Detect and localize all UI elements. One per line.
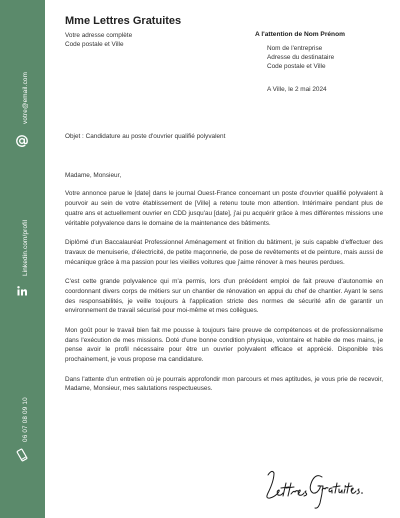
letter-date: A Ville, le 2 mai 2024	[267, 86, 327, 93]
recipient-city: Code postale et Ville	[267, 63, 326, 70]
linkedin-text: Linkedin.com/profil	[22, 219, 29, 276]
recipient-title: A l'attention de Nom Prénom	[255, 31, 345, 38]
signature-logo	[258, 465, 363, 513]
sender-city: Code postale et Ville	[65, 41, 124, 48]
paragraph: Dans l'attente d'un entretien où je pourrais approfondir mon parcours et mes aptitudes, je vous prie de recevoir, Madame, Monsieur, mes salutations respectueuses.	[65, 375, 383, 393]
linkedin-icon	[15, 284, 29, 298]
recipient-address: Adresse du destinataire	[267, 54, 335, 61]
phone-icon	[15, 448, 29, 462]
paragraph: C'est cette grande polyvalence qui m'a permis, lors d'un précédent emploi de fait preuve d'autonomie en coordonnant divers corps de métiers sur un chantier de rénovation en appui du chef de chantier. Ayant le sens des responsabilités, je veille toujours à l'application stricte des normes de sécurité afin de garantir un environnement de travail sécurisé pour moi-même et mes collègues.	[65, 278, 383, 315]
letter-body	[65, 171, 383, 404]
sender-address: Votre adresse complète	[65, 32, 133, 39]
salutation: Madame, Monsieur,	[65, 172, 122, 179]
recipient-company: Nom de l'entreprise	[267, 45, 323, 52]
paragraph: Mon goût pour le travail bien fait me pousse à toujours faire preuve de compétences et de professionnalisme dans l'exécution de mes missions. Doté d'une bonne condition physique, volontaire et habile de mes mains, je pense avoir le profil nécessaire pour être un ouvrier polyvalent efficace et apprécié. Disponible très prochainement, je vous propose ma candidature.	[65, 326, 383, 364]
letter-subject: Objet : Candidature au poste d'ouvrier qualifié polyvalent	[65, 133, 226, 140]
email-text: votre@email.com	[22, 71, 29, 124]
paragraph: Diplômé d'un Baccalauréat Professionnel Aménagement et finition du bâtiment, je suis capable d'effectuer des travaux de menuiserie, d'électricité, de petite maçonnerie, de pose de revêtements et de peinture, mais aussi de mécanique grâce à ma passion pour les vieilles voitures que j'aime rénover à mes heures perdues.	[65, 239, 383, 266]
sender-name: Mme Lettres Gratuites	[65, 15, 182, 27]
sidebar	[0, 0, 45, 518]
at-icon	[15, 134, 29, 148]
paragraph: Votre annonce parue le [date] dans le journal Ouest-France concernant un poste d'ouvrier qualifié polyvalent à pourvoir au sein de votre établissement de [Ville] a retenu toute mon attention. Intérimaire pendant plus de quatre ans et actuellement ouvrier en CDD jusqu'au [date], j'ai pu acquérir grâce à mes différentes missions une véritable polyvalence dans le domaine de la maintenance des bâtiments.	[65, 190, 383, 227]
phone-text: 06 07 08 09 10	[22, 397, 29, 442]
